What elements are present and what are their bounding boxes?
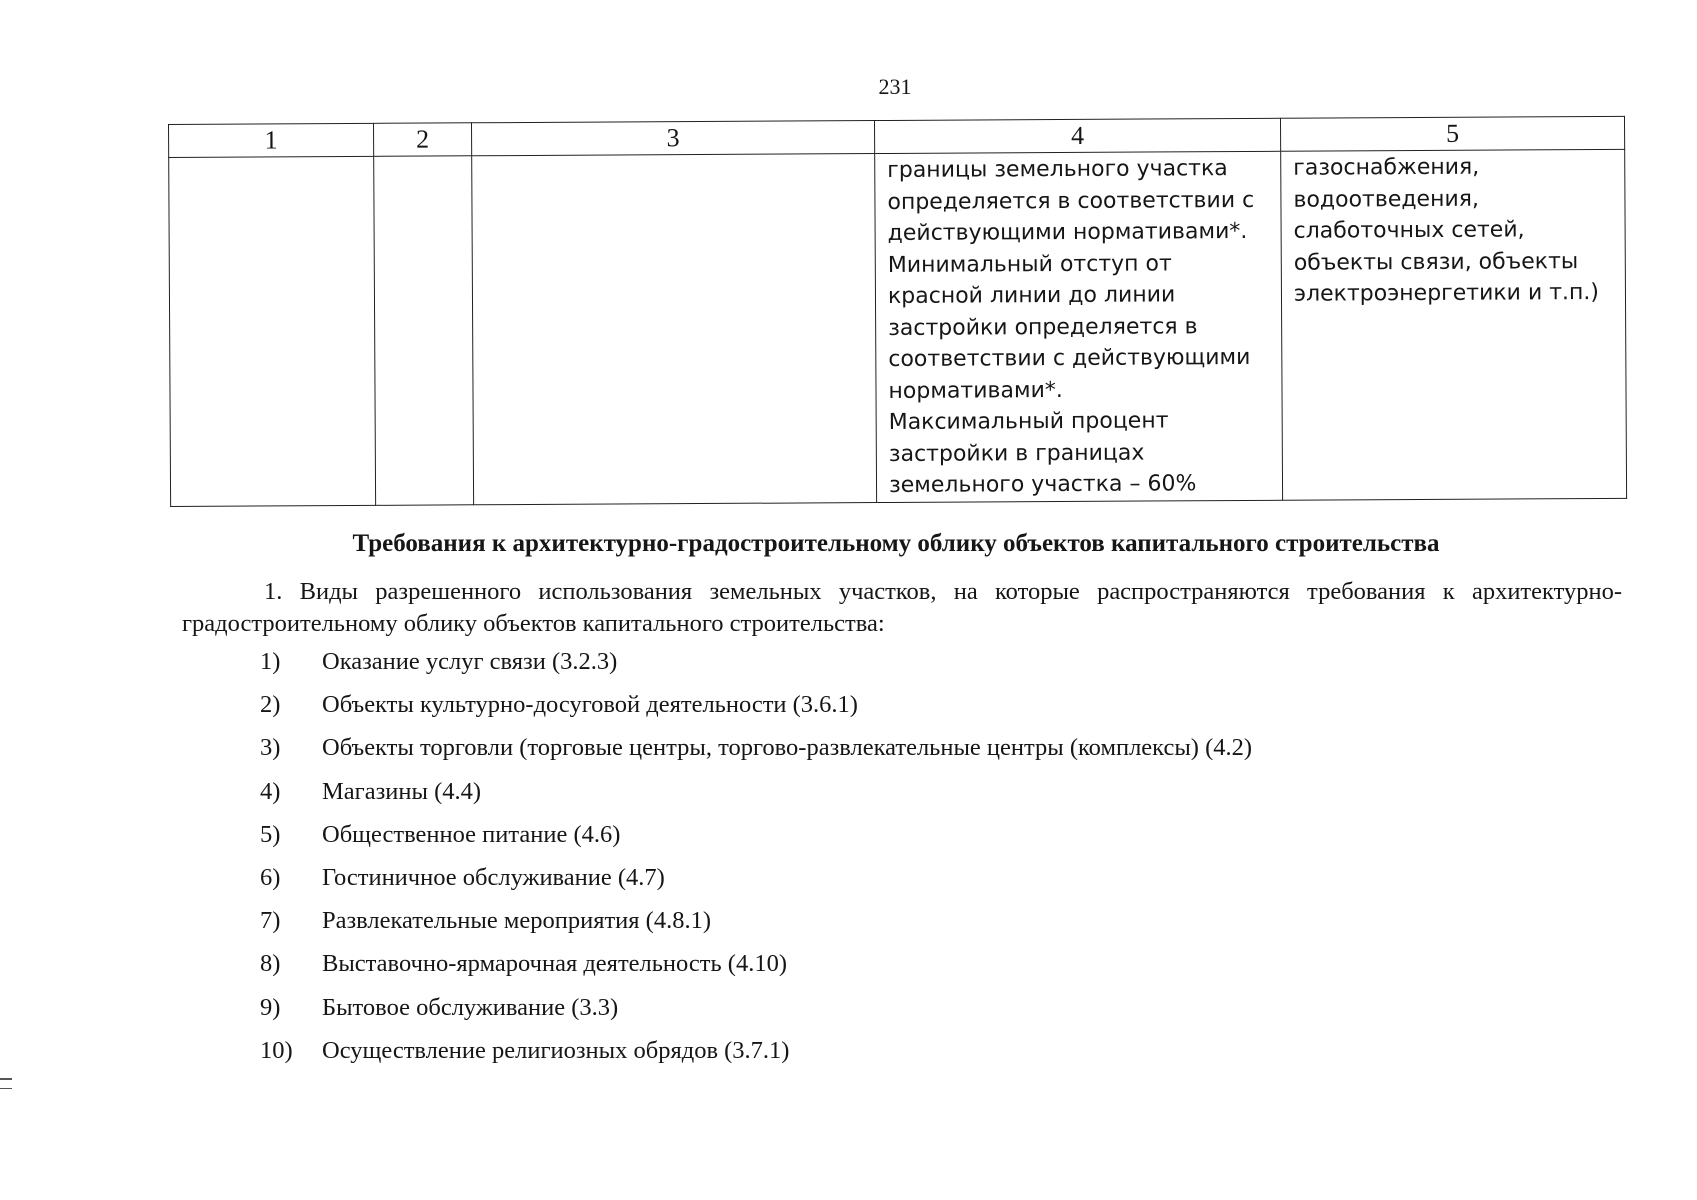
column-header: 1 [169,123,374,157]
table-cell-col1 [169,156,376,506]
list-item [260,821,1252,864]
column-header: 3 [471,121,874,156]
list-item-text: Общественное питание (4.6) [322,820,621,848]
list-item-number: 4) [260,777,281,805]
list-item-text: Развлекательные мероприятия (4.8.1) [322,907,711,935]
list-item [260,1037,1252,1080]
list-item-number: 2) [260,691,281,719]
permitted-uses-list [260,648,1252,1080]
cell-text-col5: газоснабжения, водоотведения, слаботочных сетей, объекты связи, объекты электроэнергетики и т.п.) [1293,154,1600,307]
list-item-text: Объекты торговли (торговые центры, торгово-развлекательные центры (комплексы) (4.2) [322,734,1253,762]
requirements-table-wrap [168,116,1626,507]
column-header: 2 [373,123,471,157]
section-title: Требования к архитектурно-градостроительному облику объектов капитального строительства [352,530,1440,557]
list-item-number: 3) [260,734,281,762]
column-header: 4 [874,118,1280,153]
intro-paragraph: 1. Виды разрешенного использования земельных участков, на которые распространяются требования к архитектурно-градостроительному облику объектов капитального строительства: [182,578,1622,637]
list-item-number: 9) [260,993,281,1021]
column-header: 5 [1280,116,1624,151]
requirements-table [168,116,1627,507]
list-item [260,778,1252,821]
list-item [260,648,1252,691]
list-item-text: Гостиничное обслуживание (4.7) [322,863,665,891]
list-item [260,691,1252,734]
table-cell-col5 [1281,149,1627,499]
list-item-text: Осуществление религиозных обрядов (3.7.1) [322,1036,790,1064]
list-item-number: 10) [260,1036,293,1064]
table-cell-col3 [472,154,877,505]
list-item-text: Выставочно-ярмарочная деятельность (4.10) [322,950,787,978]
list-item [260,994,1252,1037]
list-item-text: Объекты культурно-досуговой деятельности (3.6.1) [322,691,858,719]
list-item-number: 1) [260,648,281,675]
table-cell-col4 [875,151,1283,502]
list-item-text: Оказание услуг связи (3.2.3) [322,648,618,675]
list-item [260,907,1252,950]
list-item-number: 5) [260,820,281,848]
table-row [169,149,1627,506]
list-item-number: 6) [260,863,281,891]
scan-margin-mark [0,1078,12,1097]
list-item [260,734,1252,777]
cell-text-col4: границы земельного участка определяется в соответствии с действующими нормативами*. Минимальный отступ от красной линии до линии застройки определяется в соответствии с действующими нормативами*. Максимальный процент застройки в границах земельного участка – 60% [887,156,1255,498]
list-item-text: Магазины (4.4) [322,777,482,805]
list-item [260,950,1252,993]
list-item [260,864,1252,907]
list-item-number: 7) [260,907,281,935]
table-cell-col2 [374,156,474,505]
page-number: 231 [878,74,912,99]
list-item-text: Бытовое обслуживание (3.3) [322,993,619,1021]
list-item-number: 8) [260,950,281,978]
